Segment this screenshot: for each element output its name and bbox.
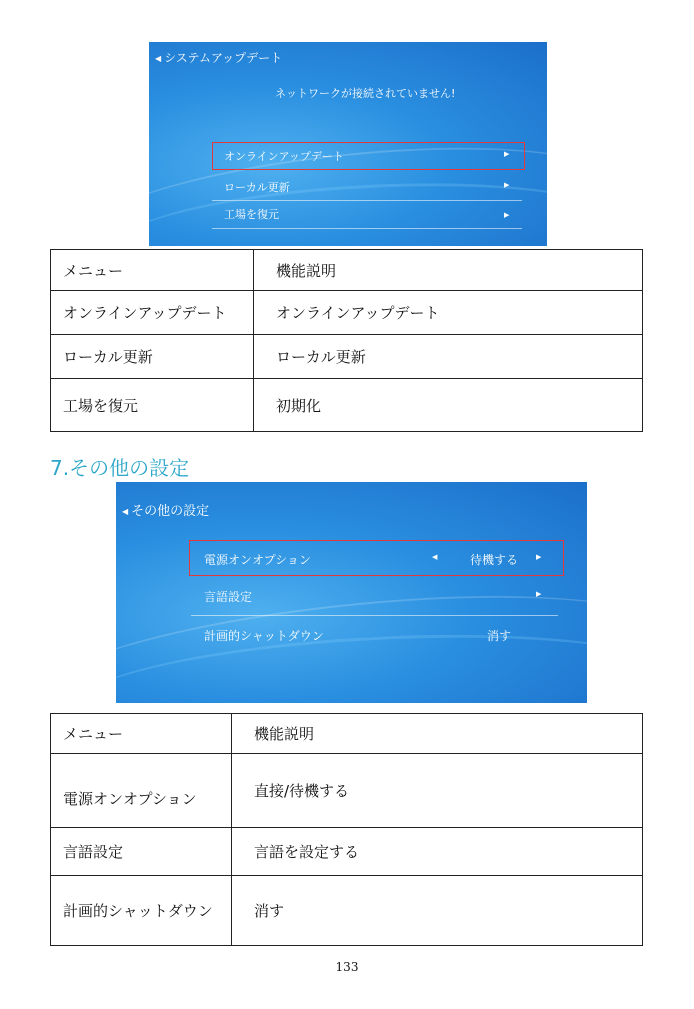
table-cell: 言語を設定する (232, 828, 643, 876)
table-cell: 計画的シャットダウン (51, 876, 232, 946)
divider (191, 615, 558, 616)
page-number: 133 (335, 960, 359, 974)
other-settings-screenshot (116, 482, 587, 703)
menu-item-power-on-option[interactable]: 電源オンオプション ◀ 待機する ▶ (204, 553, 542, 567)
table-cell: ローカル更新 (51, 335, 254, 379)
table-row (51, 291, 643, 335)
table-cell: オンラインアップデート (254, 291, 643, 335)
back-arrow-icon[interactable]: ◀ (122, 507, 129, 516)
table-cell: 機能説明 (232, 714, 643, 754)
back-arrow-icon[interactable]: ◀ (155, 54, 162, 63)
section-heading: 7.その他の設定 (50, 456, 190, 480)
menu-item-local-update[interactable]: ローカル更新 ▶ (224, 181, 510, 194)
table-cell: ローカル更新 (254, 335, 643, 379)
chevron-right-icon: ▶ (504, 150, 510, 158)
screen-title[interactable]: ◀ システムアップデート (155, 51, 283, 65)
table-cell: メニュー (51, 250, 254, 291)
table-row (51, 335, 643, 379)
network-status-message: ネットワークが接続されていません! (275, 87, 456, 100)
chevron-right-icon: ▶ (536, 590, 542, 598)
table-header-row (51, 714, 643, 754)
menu-item-language[interactable]: 言語設定 ▶ (204, 590, 542, 604)
other-settings-function-table (50, 713, 643, 946)
table-cell: メニュー (51, 714, 232, 754)
table-row (51, 754, 643, 828)
chevron-left-icon[interactable]: ◀ (432, 553, 438, 561)
menu-item-online-update[interactable]: オンラインアップデート ▶ (224, 150, 510, 163)
scheduled-shutdown-value: 消す (487, 629, 512, 643)
screen-title[interactable]: ◀ その他の設定 (122, 504, 210, 519)
chevron-right-icon[interactable]: ▶ (536, 553, 542, 561)
table-cell: オンラインアップデート (51, 291, 254, 335)
table-cell: 直接/待機する (232, 754, 643, 828)
menu-item-factory-restore[interactable]: 工場を復元 ▶ (224, 208, 510, 221)
table-row (51, 876, 643, 946)
table-cell: 工場を復元 (51, 379, 254, 432)
table-cell: 機能説明 (254, 250, 643, 291)
chevron-right-icon: ▶ (504, 181, 510, 189)
table-cell: 消す (232, 876, 643, 946)
table-header-row (51, 250, 643, 291)
chevron-right-icon: ▶ (504, 211, 510, 219)
table-cell: 初期化 (254, 379, 643, 432)
table-row (51, 828, 643, 876)
menu-item-scheduled-shutdown[interactable]: 計画的シャットダウン 消す (204, 629, 512, 643)
table-cell: 言語設定 (51, 828, 232, 876)
system-update-function-table (50, 249, 643, 432)
system-update-screenshot (149, 42, 547, 246)
divider (212, 228, 522, 229)
power-on-value: 待機する (470, 553, 519, 567)
table-row (51, 379, 643, 432)
table-cell: 電源オンオプション (51, 754, 232, 828)
divider (212, 200, 522, 201)
